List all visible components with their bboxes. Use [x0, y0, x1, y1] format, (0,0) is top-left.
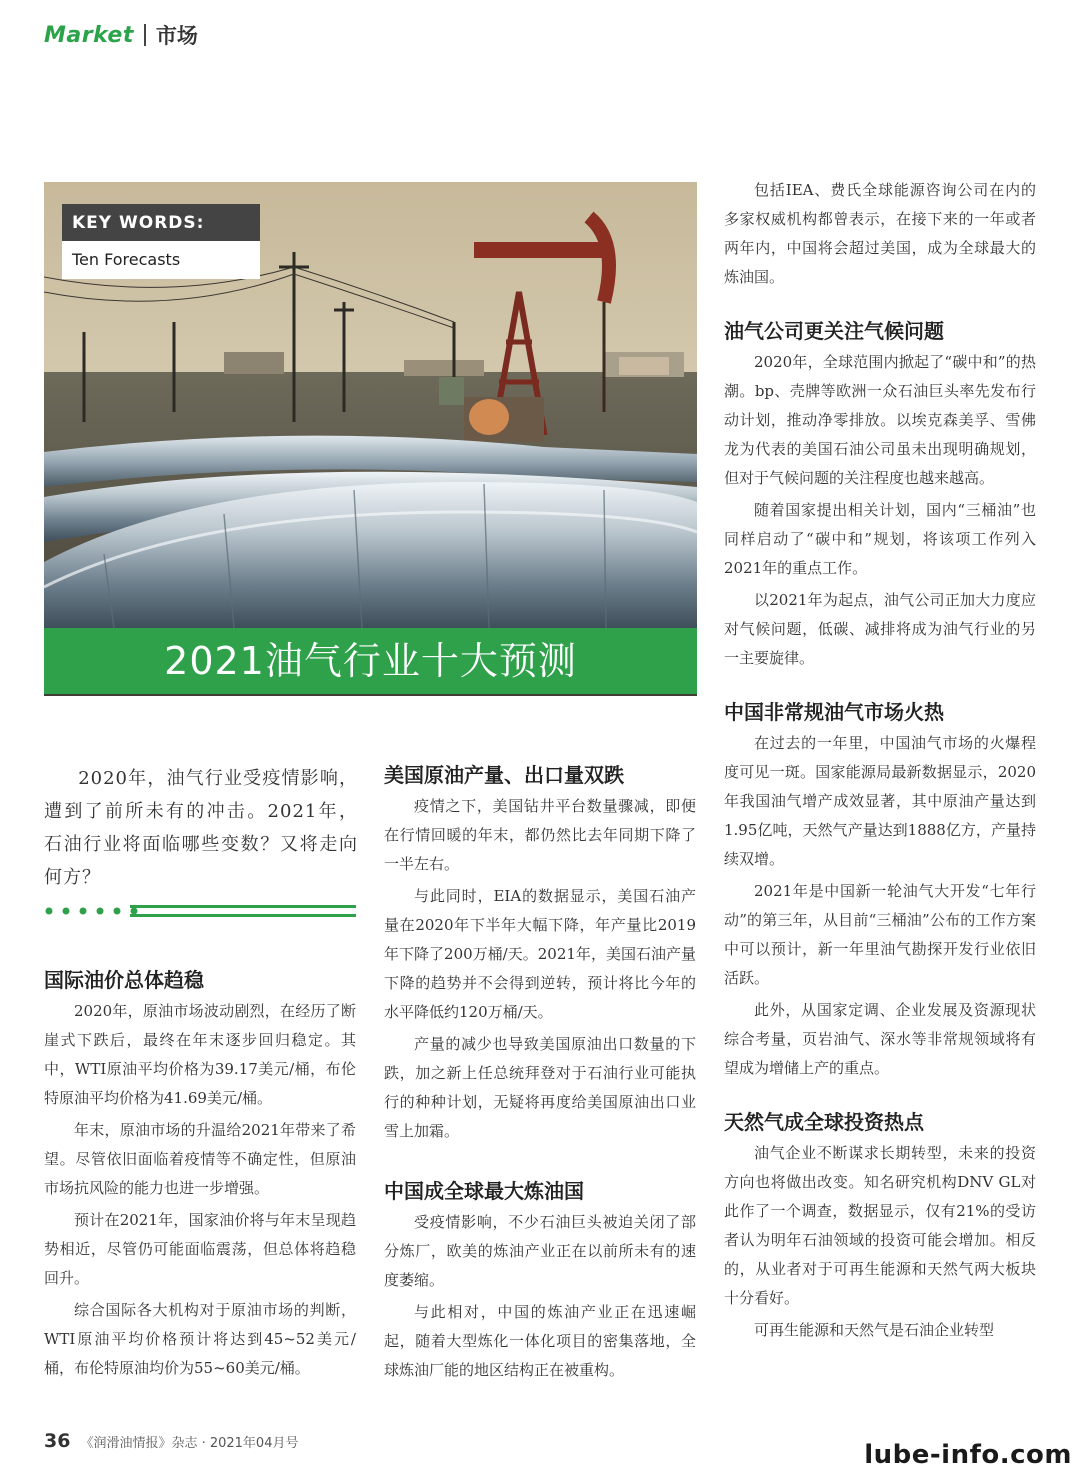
paragraph: 此外，从国家定调、企业发展及资源现状综合考量，页岩油气、深水等非常规领域将有望成为增储上产的重点。: [724, 1001, 1036, 1077]
paragraph: 可再生能源和天然气是石油企业转型: [754, 1321, 995, 1339]
site-watermark: lube-info.com: [864, 1440, 1072, 1470]
paragraph: 预计在2021年，国家油价将与年末呈现趋势相近，尽管仍可能面临震荡，但总体将趋稳回升。: [44, 1211, 356, 1287]
column-1: [44, 965, 356, 1386]
column-3: [724, 176, 1036, 1348]
paragraph: 产量的减少也导致美国原油出口数量的下跌，加之新上任总统拜登对于石油行业可能执行的种种计划，无疑将再度给美国原油出口业雪上加霜。: [384, 1035, 696, 1140]
page-header: [44, 20, 198, 50]
paragraph: 2021年是中国新一轮油气大开发“七年行动”的第三年，从目前“三桶油”公布的工作方案中可以预计，新一年里油气勘探开发行业依旧活跃。: [724, 882, 1036, 987]
page-footer: [44, 1430, 298, 1452]
paragraph: 以2021年为起点，油气公司正加大力度应对气候问题，低碳、减排将成为油气行业的另一主要旋律。: [724, 591, 1036, 667]
keywords-value: Ten Forecasts: [62, 241, 260, 279]
keywords-title: KEY WORDS:: [62, 204, 260, 241]
column-2: [384, 760, 696, 1388]
paragraph: 受疫情影响，不少石油巨头被迫关闭了部分炼厂，欧美的炼油产业正在以前所未有的速度萎缩。: [384, 1213, 696, 1289]
paragraph: 疫情之下，美国钻井平台数量骤减，即便在行情回暖的年末，都仍然比去年同期下降了一半左右。: [384, 797, 696, 873]
paragraph: 与此同时，EIA的数据显示，美国石油产量在2020年下半年大幅下降，年产量比2019年下降了200万桶/天。2021年，美国石油产量下降的趋势并不会得到逆转，预计将比今年的水平降低约120万桶/天。: [384, 887, 696, 1021]
header-divider: [144, 24, 146, 46]
hero-image: [44, 182, 697, 696]
paragraph: 随着国家提出相关计划，国内“三桶油”也同样启动了“碳中和”规划，将该项工作列入2021年的重点工作。: [724, 501, 1036, 577]
heading-natural-gas: 天然气成全球投资热点: [724, 1110, 924, 1134]
page-number: 36: [44, 1430, 71, 1452]
article-title: 2021油气行业十大预测: [44, 628, 697, 694]
dotted-divider: [44, 904, 356, 920]
paragraph: 综合国际各大机构对于原油市场的判断，WTI原油平均价格预计将达到45~52美元/桶，布伦特原油均价为55~60美元/桶。: [44, 1301, 356, 1377]
paragraph: 在过去的一年里，中国油气市场的火爆程度可见一斑。国家能源局最新数据显示，2020年我国油气增产成效显著，其中原油产量达到1.95亿吨，天然气产量达到1888亿方，产量持续双增。: [724, 734, 1036, 868]
paragraph: 2020年，全球范围内掀起了“碳中和”的热潮。bp、壳牌等欧洲一众石油巨头率先发布行动计划，推动净零排放。以埃克森美孚、雪佛龙为代表的美国石油公司虽未出现明确规划，但对于气候问题的关注程度也越来越高。: [724, 353, 1036, 487]
heading-oil-price: 国际油价总体趋稳: [44, 968, 204, 992]
lead-paragraph: 2020年，油气行业受疫情影响，遭到了前所未有的冲击。2021年，石油行业将面临哪些变数？又将走向何方？: [44, 768, 358, 888]
heading-climate: 油气公司更关注气候问题: [724, 319, 944, 343]
paragraph: 油气企业不断谋求长期转型，未来的投资方向也将做出改变。知名研究机构DNV GL对此作了一个调查，数据显示，仅有21%的受访者认为明年石油领域的投资可能会增加。相反的，从业者对于可再生能源和天然气两大板块十分看好。: [724, 1144, 1036, 1307]
keywords-box: [62, 204, 260, 279]
heading-us-oil: 美国原油产量、出口量双跌: [384, 763, 624, 787]
paragraph: 年末，原油市场的升温给2021年带来了希望。尽管依旧面临着疫情等不确定性，但原油市场抗风险的能力也进一步增强。: [44, 1121, 356, 1197]
paragraph: 2020年，原油市场波动剧烈，在经历了断崖式下跌后，最终在年末逐步回归稳定。其中，WTI原油平均价格为39.17美元/桶，布伦特原油平均价格为41.69美元/桶。: [44, 1002, 356, 1107]
brand-label: Market: [44, 22, 134, 48]
heading-unconventional: 中国非常规油气市场火热: [724, 700, 944, 724]
paragraph: 包括IEA、费氏全球能源咨询公司在内的多家权威机构都曾表示，在接下来的一年或者两年内，中国将会超过美国，成为全球最大的炼油国。: [724, 181, 1036, 286]
paragraph: 与此相对，中国的炼油产业正在迅速崛起，随着大型炼化一体化项目的密集落地，全球炼油厂能的地区结构正在被重构。: [384, 1303, 696, 1379]
section-label: 市场: [155, 24, 198, 48]
heading-china-refining: 中国成全球最大炼油国: [384, 1179, 584, 1203]
magazine-issue: 《润滑油情报》杂志 · 2021年04月号: [80, 1436, 299, 1451]
